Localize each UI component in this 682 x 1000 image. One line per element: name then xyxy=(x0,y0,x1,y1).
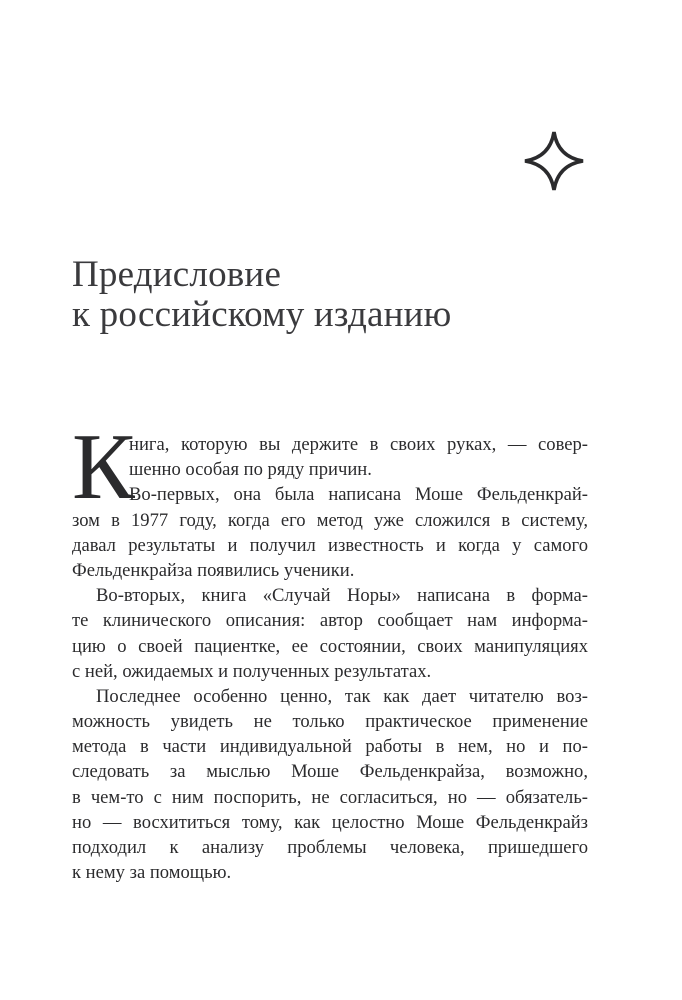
four-point-star-icon xyxy=(523,130,585,192)
chapter-title-line-2: к российскому изданию xyxy=(72,294,452,335)
chapter-title-line-1: Предисловие xyxy=(72,254,282,295)
text-line: с ней, ожидаемых и полученных результатах. xyxy=(72,660,432,682)
text-line: можность увидеть не только практическое применение xyxy=(72,711,588,733)
text-line: метода в части индивидуальной работы в нем, но и по- xyxy=(72,736,588,758)
chapter-title xyxy=(72,255,452,335)
text-line: в чем-то с ним поспорить, не согласиться, но — обязатель- xyxy=(72,786,588,808)
text-line: зом в 1977 году, когда его метод уже сложился в систему, xyxy=(72,509,588,531)
body-text xyxy=(72,415,588,885)
text-line: шенно особая по ряду причин. xyxy=(129,459,372,481)
drop-cap: К xyxy=(72,415,135,519)
text-line: Во-первых, она была написана Моше Фельденкрай- xyxy=(129,484,588,506)
text-line: Последнее особенно ценно, так как дает читателю воз- xyxy=(96,685,588,707)
text-line: подходил к анализу проблемы человека, пришедшего xyxy=(72,837,588,858)
text-line: Фельденкрайза появились ученики. xyxy=(72,559,355,581)
text-line: те клинического описания: автор сообщает нам информа- xyxy=(72,610,588,632)
text-line: нига, которую вы держите в своих руках, — совер- xyxy=(129,434,588,455)
text-line: Во-вторых, книга «Случай Норы» написана в форма- xyxy=(96,585,588,607)
text-line: следовать за мыслью Моше Фельденкрайза, возможно, xyxy=(72,761,588,783)
text-line: давал результаты и получил известность и когда у самого xyxy=(72,534,588,556)
text-line: к нему за помощью. xyxy=(72,862,232,884)
text-line: но — восхититься тому, как целостно Моше Фельденкрайз xyxy=(72,811,588,833)
text-line: цию о своей пациентке, ее состоянии, своих манипуляциях xyxy=(72,635,588,657)
